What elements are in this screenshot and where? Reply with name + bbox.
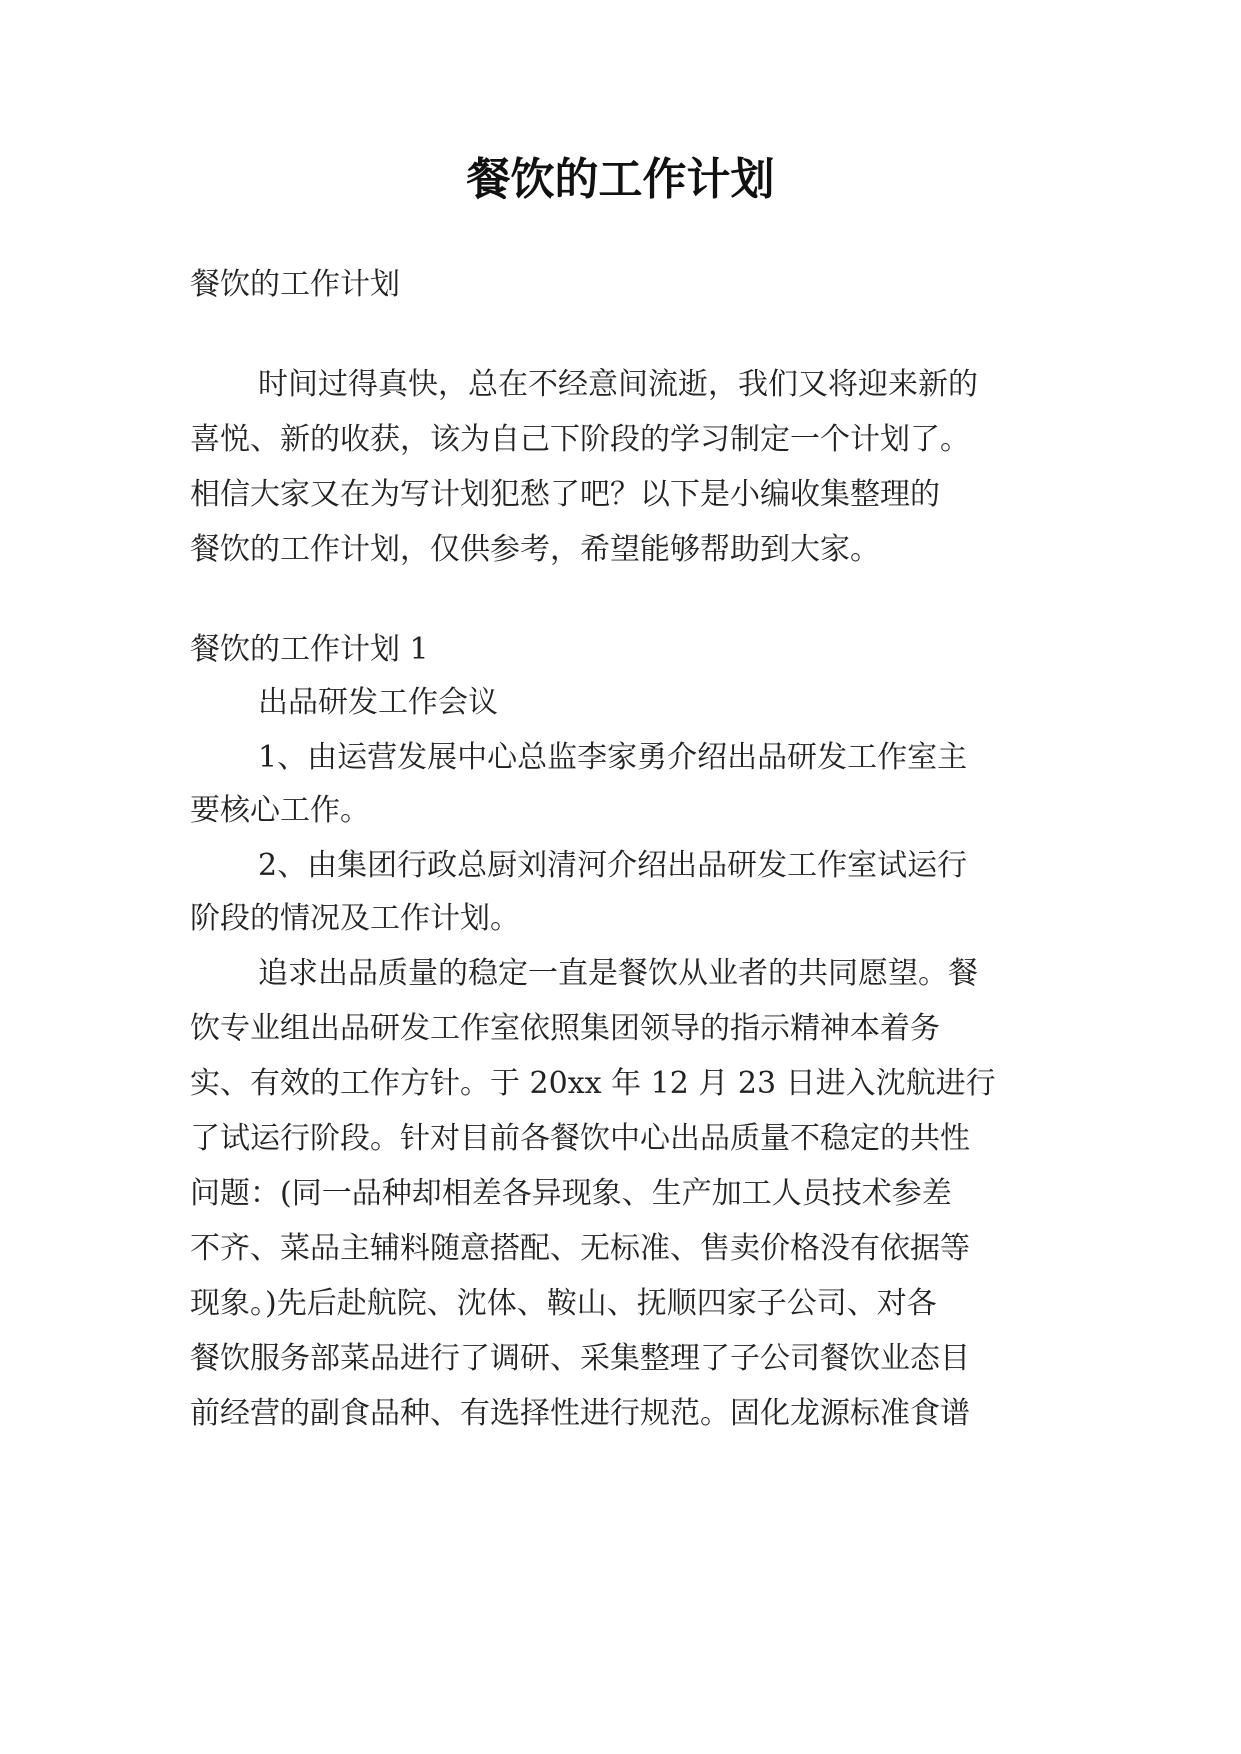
intro-line: 喜悦、新的收获，该为自己下阶段的学习制定一个计划了。 <box>190 422 970 457</box>
meeting-title: 出品研发工作会议 <box>258 685 498 720</box>
list-item-line: 2、由集团行政总厨刘清河介绍出品研发工作室试运行 <box>258 848 968 883</box>
list-item-line: 要核心工作。 <box>190 793 370 828</box>
document-subtitle: 餐饮的工作计划 <box>190 267 400 302</box>
document-title: 餐饮的工作计划 <box>466 154 775 205</box>
body-line: 实、有效的工作方针。于 20xx 年 12 月 23 日进入沈航进行 <box>190 1066 996 1101</box>
list-item-line: 1、由运营发展中心总监李家勇介绍出品研发工作室主 <box>258 740 968 775</box>
intro-line: 时间过得真快，总在不经意间流逝，我们又将迎来新的 <box>258 367 978 402</box>
section-heading: 餐饮的工作计划 1 <box>190 632 429 667</box>
intro-line: 相信大家又在为写计划犯愁了吧？以下是小编收集整理的 <box>190 477 940 512</box>
body-line: 现象。)先后赴航院、沈体、鞍山、抚顺四家子公司、对各 <box>190 1286 937 1321</box>
body-line: 追求出品质量的稳定一直是餐饮从业者的共同愿望。餐 <box>258 956 978 991</box>
body-line: 前经营的副食品种、有选择性进行规范。固化龙源标准食谱 <box>190 1396 970 1431</box>
body-line: 了试运行阶段。针对目前各餐饮中心出品质量不稳定的共性 <box>190 1121 970 1156</box>
list-item-line: 阶段的情况及工作计划。 <box>190 901 520 936</box>
body-line: 餐饮服务部菜品进行了调研、采集整理了子公司餐饮业态目 <box>190 1341 970 1376</box>
body-line: 饮专业组出品研发工作室依照集团领导的指示精神本着务 <box>190 1011 940 1046</box>
body-line: 问题：(同一品种却相差各异现象、生产加工人员技术参差 <box>190 1176 952 1211</box>
intro-line: 餐饮的工作计划，仅供参考，希望能够帮助到大家。 <box>190 532 880 567</box>
body-line: 不齐、菜品主辅料随意搭配、无标准、售卖价格没有依据等 <box>190 1231 970 1266</box>
